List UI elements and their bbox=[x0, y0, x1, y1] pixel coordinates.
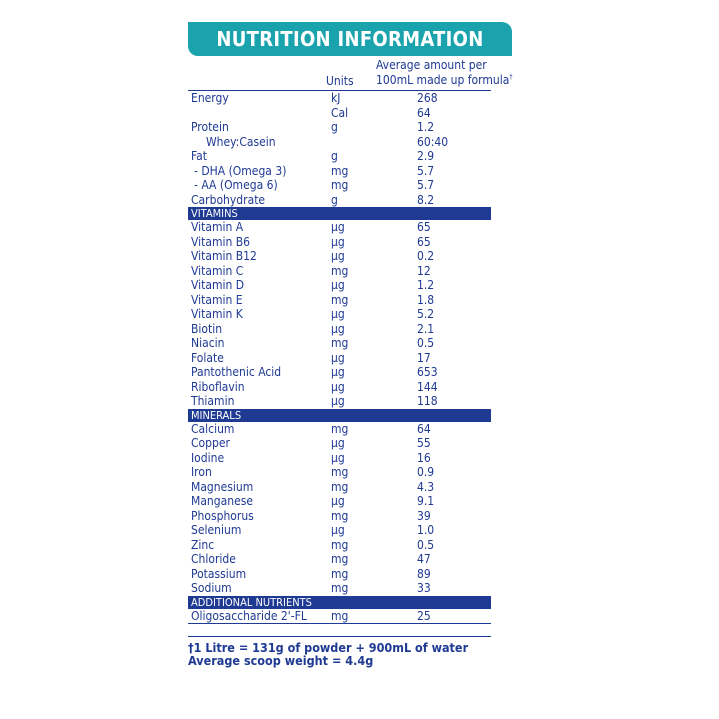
nutrient-name: - AA (Omega 6) bbox=[194, 178, 278, 192]
nutrient-unit: µg bbox=[331, 249, 345, 263]
nutrient-unit: mg bbox=[331, 508, 349, 523]
nutrient-unit: mg bbox=[331, 263, 349, 278]
nutrient-unit: µg bbox=[331, 234, 345, 249]
nutrient-name: Oligosaccharide 2'-FL bbox=[191, 608, 307, 623]
nutrient-name: Sodium bbox=[191, 581, 232, 595]
nutrient-unit: µg bbox=[331, 436, 345, 450]
nutrient-value: 17 bbox=[417, 350, 431, 365]
dagger-mark: † bbox=[509, 73, 513, 81]
nutrient-name: Carbohydrate bbox=[191, 192, 266, 207]
table-row bbox=[188, 235, 491, 250]
nutrient-unit: µg bbox=[331, 220, 345, 234]
nutrient-unit: kJ bbox=[331, 91, 341, 105]
nutrient-value: 144 bbox=[417, 379, 438, 394]
nutrient-name: Pantothenic Acid bbox=[191, 365, 282, 379]
nutrient-unit: mg bbox=[331, 421, 349, 436]
nutrient-value: 65 bbox=[417, 234, 431, 249]
nutrient-value: 16 bbox=[417, 450, 431, 465]
table-row bbox=[188, 149, 491, 164]
table-row bbox=[188, 581, 491, 597]
nutrient-name: Vitamin K bbox=[191, 307, 243, 321]
table-row bbox=[188, 394, 491, 410]
vitamins-section bbox=[188, 220, 491, 410]
table-row bbox=[188, 249, 491, 264]
nutrient-value: 1.2 bbox=[417, 278, 435, 292]
nutrient-unit: mg bbox=[331, 178, 349, 192]
table-row bbox=[188, 422, 491, 437]
nutrient-value: 33 bbox=[417, 581, 431, 595]
nutrient-value: 0.2 bbox=[417, 249, 435, 263]
average-header-line2 bbox=[376, 71, 513, 86]
table-row bbox=[188, 322, 491, 337]
nutrient-name: Magnesium bbox=[191, 479, 254, 494]
table-row bbox=[188, 91, 491, 106]
table-row bbox=[188, 351, 491, 366]
nutrient-value: 65 bbox=[417, 220, 431, 234]
nutrient-value: 12 bbox=[417, 263, 431, 278]
vitamins-band: VITAMINS bbox=[188, 208, 491, 220]
additional-nutrients-band: ADDITIONAL NUTRIENTS bbox=[188, 597, 491, 609]
nutrient-unit: µg bbox=[331, 350, 345, 365]
nutrient-name: Phosphorus bbox=[191, 508, 254, 523]
additional-section bbox=[188, 609, 491, 625]
nutrient-name: Zinc bbox=[191, 537, 215, 552]
nutrient-name: Vitamin A bbox=[191, 220, 244, 234]
nutrient-unit: g bbox=[331, 192, 338, 207]
nutrient-name: Iodine bbox=[191, 450, 225, 465]
nutrient-name: Chloride bbox=[191, 552, 236, 566]
nutrient-value: 64 bbox=[417, 421, 431, 436]
table-row bbox=[188, 336, 491, 351]
nutrient-name: Vitamin E bbox=[191, 292, 243, 307]
table-row bbox=[188, 552, 491, 567]
nutrient-unit: µg bbox=[331, 307, 345, 321]
nutrient-value: 2.1 bbox=[417, 321, 435, 336]
table-row bbox=[188, 609, 491, 625]
table-row bbox=[188, 494, 491, 509]
nutrient-name: Protein bbox=[191, 120, 229, 134]
nutrient-name: Fat bbox=[191, 149, 207, 163]
nutrient-unit: mg bbox=[331, 163, 349, 178]
table-row bbox=[188, 465, 491, 480]
nutrient-value: 1.0 bbox=[417, 523, 435, 537]
minerals-section bbox=[188, 422, 491, 597]
nutrient-unit: Cal bbox=[331, 105, 349, 120]
nutrient-name: Manganese bbox=[191, 494, 254, 508]
nutrient-value: 64 bbox=[417, 105, 431, 120]
footnote-litre: †1 Litre = 131g of powder + 900mL of water bbox=[188, 640, 469, 655]
table-row bbox=[188, 178, 491, 193]
nutrient-unit: µg bbox=[331, 394, 345, 408]
general-section bbox=[188, 91, 491, 208]
nutrient-unit: g bbox=[331, 120, 338, 134]
nutrient-unit: mg bbox=[331, 581, 349, 595]
table-row bbox=[188, 278, 491, 293]
average-header-text: 100mL made up formula bbox=[376, 73, 510, 87]
nutrient-name: Thiamin bbox=[191, 394, 235, 408]
table-row bbox=[188, 509, 491, 524]
nutrient-value: 25 bbox=[417, 608, 431, 623]
nutrient-value: 1.8 bbox=[417, 292, 435, 307]
nutrient-unit: mg bbox=[331, 608, 349, 623]
nutrient-name: Calcium bbox=[191, 421, 235, 436]
nutrient-value: 4.3 bbox=[417, 479, 435, 494]
footnotes bbox=[188, 636, 491, 667]
nutrient-value: 0.5 bbox=[417, 537, 435, 552]
nutrient-value: 5.2 bbox=[417, 307, 435, 321]
nutrient-name: Folate bbox=[191, 350, 224, 365]
nutrient-unit: g bbox=[331, 149, 338, 163]
nutrition-panel bbox=[188, 22, 512, 667]
table-row bbox=[188, 120, 491, 135]
nutrient-value: 0.5 bbox=[417, 336, 435, 350]
nutrient-value: 118 bbox=[417, 394, 438, 408]
nutrient-value: 5.7 bbox=[417, 178, 435, 192]
nutrient-name: Whey:Casein bbox=[206, 134, 276, 149]
nutrient-unit: µg bbox=[331, 379, 345, 394]
nutrient-name: Iron bbox=[191, 465, 212, 479]
nutrient-value: 0.9 bbox=[417, 465, 435, 479]
nutrient-value: 1.2 bbox=[417, 120, 435, 134]
nutrient-name: Energy bbox=[191, 91, 229, 105]
table-row bbox=[188, 451, 491, 466]
table-header bbox=[188, 56, 513, 91]
table-row bbox=[188, 307, 491, 322]
nutrient-name: Biotin bbox=[191, 321, 223, 336]
nutrient-name: Copper bbox=[191, 436, 230, 450]
nutrient-unit: mg bbox=[331, 552, 349, 566]
table-row bbox=[188, 538, 491, 553]
nutrient-name: Vitamin C bbox=[191, 263, 244, 278]
nutrient-unit: µg bbox=[331, 523, 345, 537]
nutrient-value: 9.1 bbox=[417, 494, 435, 508]
nutrient-name: Riboflavin bbox=[191, 379, 245, 394]
table-row bbox=[188, 567, 491, 582]
table-row bbox=[188, 220, 491, 235]
nutrient-unit: µg bbox=[331, 321, 345, 336]
nutrient-value: 55 bbox=[417, 436, 431, 450]
average-header-line1: Average amount per bbox=[376, 58, 487, 72]
table-row bbox=[188, 365, 491, 380]
nutrient-value: 5.7 bbox=[417, 163, 435, 178]
nutrient-unit: mg bbox=[331, 479, 349, 494]
nutrient-name: Potassium bbox=[191, 566, 247, 581]
nutrient-value: 60:40 bbox=[417, 134, 449, 149]
nutrient-name: Vitamin D bbox=[191, 278, 245, 292]
table-row bbox=[188, 164, 491, 179]
nutrient-value: 39 bbox=[417, 508, 431, 523]
table-row bbox=[188, 480, 491, 495]
nutrient-value: 89 bbox=[417, 566, 431, 581]
nutrient-value: 653 bbox=[417, 365, 438, 379]
minerals-band: MINERALS bbox=[188, 410, 491, 422]
nutrient-name: Selenium bbox=[191, 523, 242, 537]
nutrient-unit: µg bbox=[331, 365, 345, 379]
nutrient-unit: µg bbox=[331, 450, 345, 465]
table-row bbox=[188, 293, 491, 308]
nutrient-unit: µg bbox=[331, 278, 345, 292]
nutrient-value: 2.9 bbox=[417, 149, 435, 163]
panel-title: NUTRITION INFORMATION bbox=[188, 22, 512, 56]
nutrient-name: - DHA (Omega 3) bbox=[194, 163, 287, 178]
nutrient-unit: µg bbox=[331, 494, 345, 508]
average-column-header bbox=[376, 59, 513, 86]
table-row bbox=[188, 436, 491, 451]
table-row bbox=[188, 106, 491, 121]
nutrient-unit: mg bbox=[331, 292, 349, 307]
nutrient-value: 268 bbox=[417, 91, 438, 105]
nutrient-unit: mg bbox=[331, 537, 349, 552]
nutrient-name: Vitamin B6 bbox=[191, 234, 251, 249]
table-row bbox=[188, 193, 491, 209]
nutrient-unit: mg bbox=[331, 336, 349, 350]
nutrient-unit: mg bbox=[331, 465, 349, 479]
footnote-scoop: Average scoop weight = 4.4g bbox=[188, 653, 374, 668]
nutrient-value: 47 bbox=[417, 552, 431, 566]
table-row bbox=[188, 264, 491, 279]
units-column-header: Units bbox=[326, 74, 354, 88]
table-row bbox=[188, 135, 491, 150]
nutrient-name: Vitamin B12 bbox=[191, 249, 257, 263]
table-row bbox=[188, 380, 491, 395]
nutrient-unit: mg bbox=[331, 566, 349, 581]
table-row bbox=[188, 523, 491, 538]
nutrient-name: Niacin bbox=[191, 336, 225, 350]
nutrient-value: 8.2 bbox=[417, 192, 435, 207]
